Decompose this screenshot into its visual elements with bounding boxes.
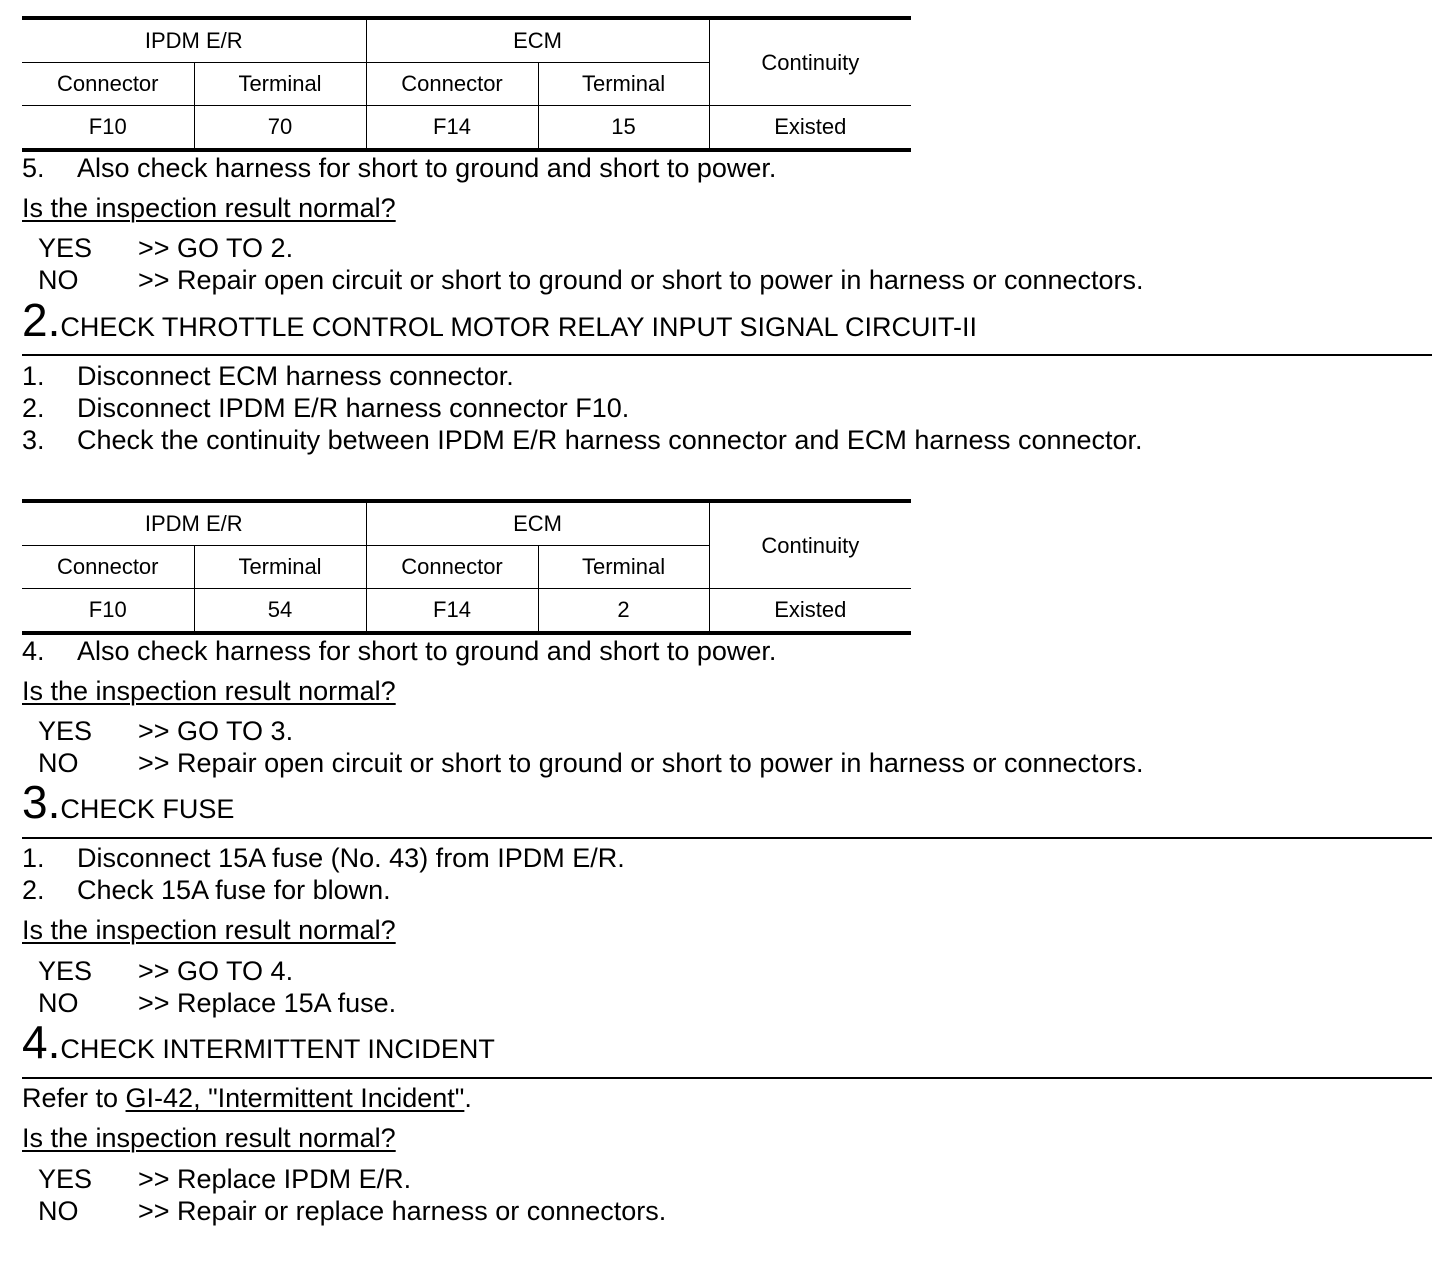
cell-continuity: Existed — [709, 589, 911, 634]
header-continuity: Continuity — [709, 501, 911, 589]
item-text: Disconnect ECM harness connector. — [77, 361, 514, 391]
step1-item-5 — [22, 152, 776, 184]
answer-no — [38, 987, 396, 1019]
item-number: 1. — [22, 361, 45, 391]
answer-text: >> Repair open circuit or short to ground or short to power in harness or connectors. — [138, 748, 1144, 778]
item-text: Check 15A fuse for blown. — [77, 875, 391, 905]
inspection-question: Is the inspection result normal? — [22, 1123, 396, 1153]
header-ipdm-terminal: Terminal — [194, 546, 366, 589]
answer-no — [38, 747, 1144, 779]
item-number: 4. — [22, 636, 45, 666]
refer-prefix: Refer to — [22, 1083, 126, 1113]
item-text: Check the continuity between IPDM E/R harness connector and ECM harness connector. — [77, 425, 1143, 455]
divider — [22, 1077, 1432, 1079]
refer-link[interactable]: GI-42, "Intermittent Incident" — [125, 1083, 465, 1113]
header-ecm-terminal: Terminal — [538, 546, 709, 589]
continuity-table-2 — [22, 499, 911, 635]
answer-text: >> GO TO 2. — [138, 233, 294, 263]
item-number: 1. — [22, 843, 45, 873]
inspection-question: Is the inspection result normal? — [22, 915, 396, 945]
item-number: 5. — [22, 153, 45, 183]
item-number: 3. — [22, 425, 45, 455]
answer-key: YES — [38, 956, 93, 986]
step2-item-1 — [22, 360, 514, 392]
header-ipdm: IPDM E/R — [22, 18, 366, 63]
header-ipdm-connector: Connector — [22, 546, 194, 589]
cell-ecm-connector: F14 — [366, 106, 538, 151]
step4-heading — [22, 1018, 495, 1073]
answer-no — [38, 264, 1144, 296]
step-title: CHECK FUSE — [60, 794, 235, 824]
header-ipdm: IPDM E/R — [22, 501, 366, 546]
header-ecm: ECM — [366, 18, 709, 63]
item-number: 2. — [22, 875, 45, 905]
item-text: Also check harness for short to ground and short to power. — [77, 636, 777, 666]
table-row — [22, 589, 911, 634]
header-continuity: Continuity — [709, 18, 911, 106]
item-number: 2. — [22, 393, 45, 423]
answer-no — [38, 1195, 666, 1227]
item-text: Disconnect 15A fuse (No. 43) from IPDM E/R. — [77, 843, 625, 873]
header-ecm-terminal: Terminal — [538, 63, 709, 106]
answer-key: NO — [38, 748, 79, 778]
divider — [22, 354, 1432, 356]
step-number: 4. — [22, 1016, 61, 1068]
item-text: Disconnect IPDM E/R harness connector F10. — [77, 393, 630, 423]
answer-key: YES — [38, 1164, 93, 1194]
step-number: 2. — [22, 294, 61, 346]
answer-key: NO — [38, 265, 79, 295]
header-ecm: ECM — [366, 501, 709, 546]
answer-yes — [38, 955, 293, 987]
answer-key: YES — [38, 233, 93, 263]
answer-yes — [38, 1163, 411, 1195]
header-ecm-connector: Connector — [366, 546, 538, 589]
answer-text: >> GO TO 3. — [138, 716, 294, 746]
step3-heading — [22, 778, 234, 833]
answer-key: YES — [38, 716, 93, 746]
inspection-question: Is the inspection result normal? — [22, 193, 396, 223]
cell-continuity: Existed — [709, 106, 911, 151]
answer-yes — [38, 715, 293, 747]
answer-text: >> Replace IPDM E/R. — [138, 1164, 412, 1194]
step2-item-3 — [22, 424, 1143, 456]
step2-heading — [22, 296, 977, 351]
cell-ecm-terminal: 2 — [538, 589, 709, 634]
header-ipdm-terminal: Terminal — [194, 63, 366, 106]
table-row — [22, 106, 911, 151]
inspection-question: Is the inspection result normal? — [22, 676, 396, 706]
cell-ipdm-connector: F10 — [22, 589, 194, 634]
step-title: CHECK INTERMITTENT INCIDENT — [60, 1034, 495, 1064]
answer-text: >> Replace 15A fuse. — [138, 988, 397, 1018]
answer-text: >> Repair open circuit or short to ground or short to power in harness or connectors. — [138, 265, 1144, 295]
header-ipdm-connector: Connector — [22, 63, 194, 106]
step3-item-2 — [22, 874, 391, 906]
header-ecm-connector: Connector — [366, 63, 538, 106]
step2-item-2 — [22, 392, 629, 424]
step2-item-4 — [22, 635, 776, 667]
answer-text: >> Repair or replace harness or connectors. — [138, 1196, 667, 1226]
step-title: CHECK THROTTLE CONTROL MOTOR RELAY INPUT SIGNAL CIRCUIT-II — [60, 312, 978, 342]
answer-key: NO — [38, 1196, 79, 1226]
step3-item-1 — [22, 842, 625, 874]
answer-text: >> GO TO 4. — [138, 956, 294, 986]
continuity-table-1 — [22, 16, 911, 152]
refer-suffix: . — [464, 1083, 472, 1113]
step-number: 3. — [22, 776, 61, 828]
answer-yes — [38, 232, 293, 264]
refer-line — [22, 1082, 472, 1114]
item-text: Also check harness for short to ground and short to power. — [77, 153, 777, 183]
cell-ecm-connector: F14 — [366, 589, 538, 634]
cell-ecm-terminal: 15 — [538, 106, 709, 151]
cell-ipdm-terminal: 70 — [194, 106, 366, 151]
cell-ipdm-terminal: 54 — [194, 589, 366, 634]
cell-ipdm-connector: F10 — [22, 106, 194, 151]
answer-key: NO — [38, 988, 79, 1018]
divider — [22, 837, 1432, 839]
